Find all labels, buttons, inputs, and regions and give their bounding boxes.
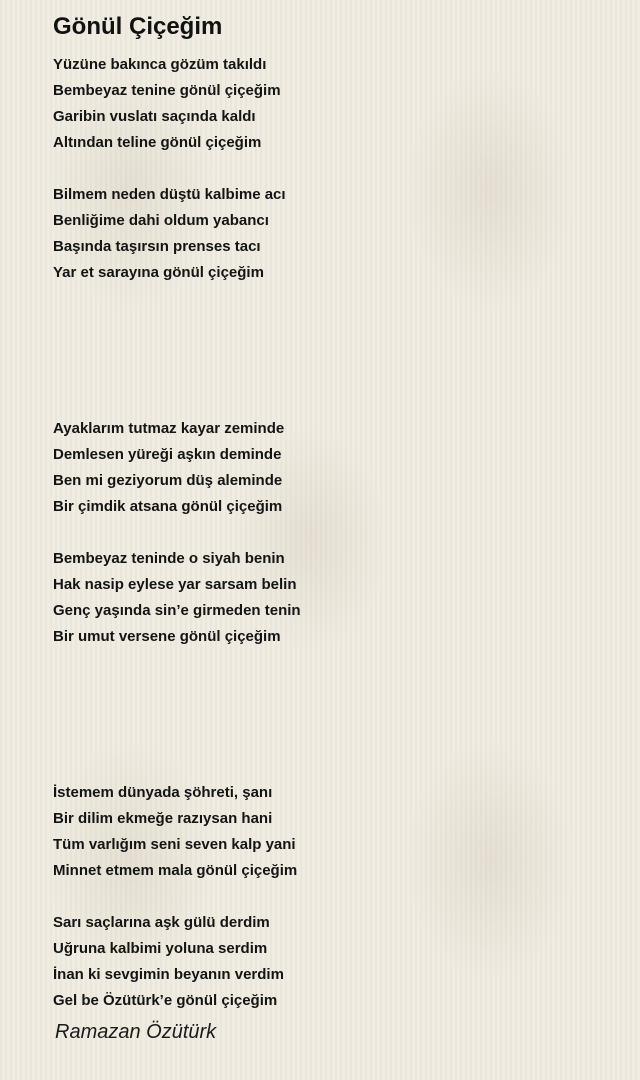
poem-line: Gel be Özütürk’e gönül çiçeğim <box>53 992 278 1009</box>
poem-line: Bir çimdik atsana gönül çiçeğim <box>53 498 283 515</box>
stanza-4 <box>53 546 613 650</box>
poem-line: Minnet etmem mala gönül çiçeğim <box>53 862 298 879</box>
poem-line: İstemem dünyada şöhreti, şanı <box>53 784 273 801</box>
stanza-gap <box>53 520 613 546</box>
poem-line: Uğruna kalbimi yoluna serdim <box>53 940 268 957</box>
poem-line: Yüzüne bakınca gözüm takıldı <box>53 56 267 73</box>
poem-line: Bembeyaz teninde o siyah benin <box>53 550 285 567</box>
poem-line: Bembeyaz tenine gönül çiçeğim <box>53 82 281 99</box>
poem-line: Ayaklarım tutmaz kayar zeminde <box>53 420 285 437</box>
poem-line: Hak nasip eylese yar sarsam belin <box>53 576 297 593</box>
stanza-5 <box>53 780 613 884</box>
stanza-2 <box>53 182 613 286</box>
stanza-1 <box>53 52 613 156</box>
stanza-gap <box>53 156 613 182</box>
poem-line: Bilmem neden düştü kalbime acı <box>53 186 286 203</box>
poem-line: Bir umut versene gönül çiçeğim <box>53 628 281 645</box>
poem-line: Altından teline gönül çiçeğim <box>53 134 262 151</box>
poem-line: Başında taşırsın prenses tacı <box>53 238 261 255</box>
stanza-gap <box>53 286 613 416</box>
stanza-gap <box>53 884 613 910</box>
poem-line: Genç yaşında sin’e girmeden tenin <box>53 602 301 619</box>
poem-line: Garibin vuslatı saçında kaldı <box>53 108 256 125</box>
poem-line: Tüm varlığım seni seven kalp yani <box>53 836 296 853</box>
poem-line: Benliğime dahi oldum yabancı <box>53 212 269 229</box>
poem-body <box>53 52 613 1014</box>
poem-line: Demlesen yüreği aşkın deminde <box>53 446 282 463</box>
stanza-6 <box>53 910 613 1014</box>
poem-title: Gönül Çiçeğim <box>53 13 223 40</box>
poem-line: İnan ki sevgimin beyanın verdim <box>53 966 284 983</box>
poem-line: Yar et sarayına gönül çiçeğim <box>53 264 264 281</box>
poem-line: Sarı saçlarına aşk gülü derdim <box>53 914 270 931</box>
poem-line: Ben mi geziyorum düş aleminde <box>53 472 283 489</box>
poem-line: Bir dilim ekmeğe razıysan hani <box>53 810 273 827</box>
stanza-3 <box>53 416 613 520</box>
poem-author: Ramazan Özütürk <box>55 1021 217 1043</box>
stanza-gap <box>53 650 613 780</box>
